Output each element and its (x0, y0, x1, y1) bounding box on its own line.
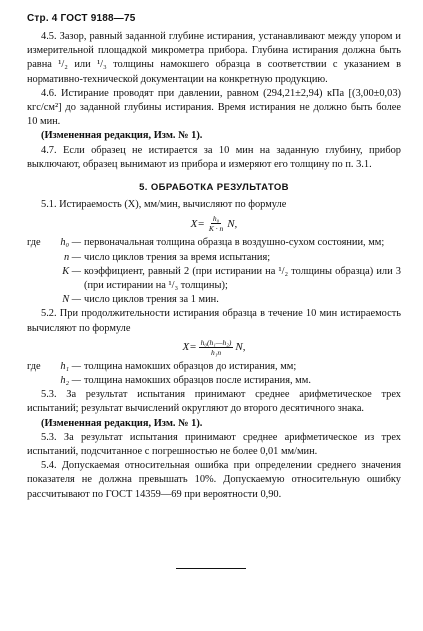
legend-description: число циклов трения за время испытания; (84, 251, 271, 263)
paragraph-5-2: 5.2. При продолжительности истирания образца в течение 10 мин истираемость вычисляют по формуле (27, 308, 401, 334)
legend-symbol: h₂ — (60, 375, 81, 387)
legend-lead (27, 374, 47, 388)
legend-row (27, 374, 401, 388)
legend-row (27, 293, 401, 307)
formula-1-legend (27, 236, 401, 307)
closing-divider (176, 568, 246, 569)
paragraph-5-1: 5.1. Истираемость (X), мм/мин, вычисляют по формуле (41, 199, 287, 211)
paragraph-4-6: 4.6. Истирание проводят при давлении, равном (294,21±2,94) кПа [(3,00±0,03) кгс/см²] до заданной глубины истирания. Время истирания не должно быть более 10 мин. (27, 87, 401, 128)
legend-description: коэффициент, равный 2 (при истирании на ¹/₂ толщины образца) или 3 (при истирании на ¹/₃ толщины); (84, 265, 401, 292)
legend-row (27, 251, 401, 265)
formula-1-numerator: h₀ (212, 214, 220, 224)
formula-1-fraction (207, 214, 225, 233)
formula-1-denominator: K · n (208, 224, 224, 234)
formula-2-denominator: h₁n (210, 347, 222, 357)
formula-2-fraction (199, 338, 234, 357)
legend-description: число циклов трения за 1 мин. (84, 294, 219, 306)
paragraph-5-3: 5.3. За результат испытания принимают среднее арифметическое из трех испытаний, подсчитанное с погрешностью не более 0,01 мм/мин. (27, 431, 401, 458)
legend-symbol: h₀ — (60, 237, 81, 249)
formula-1 (27, 214, 401, 233)
legend-lead (27, 265, 47, 293)
legend-row (27, 265, 401, 293)
formula-2-lhs: X= (182, 341, 197, 354)
legend-row (27, 360, 401, 374)
legend-lead (27, 251, 47, 265)
formula-2-numerator: h₀(h₁—h₂) (200, 337, 232, 347)
page-header: Стр. 4 ГОСТ 9188—75 (27, 13, 136, 24)
legend-symbol: h₁ — (60, 360, 81, 372)
section-title: 5. ОБРАБОТКА РЕЗУЛЬТАТОВ (139, 182, 289, 194)
legend-description: толщина намокших образцов после истирания, мм. (84, 375, 311, 387)
paragraph-4-5: 4.5. Зазор, равный заданной глубине истирания, устанавливают между упором и измерительной площадкой микрометра прибора. Глубина истирания должна быть равна ¹/₂ или ¹/₃ толщины намокшего образца в соответствии с указанием в нормативно-технической документации на конкретную продукцию. (27, 31, 401, 85)
legend-symbol: K — (62, 265, 81, 277)
formula-2-legend (27, 360, 401, 388)
formula-1-rhs: N, (227, 217, 238, 230)
legend-symbol: N — (62, 294, 81, 306)
amendment-note-2: (Измененная редакция, Изм. № 1). (41, 417, 203, 429)
legend-lead (27, 293, 47, 307)
legend-symbol: n — (63, 251, 81, 263)
legend-description: первоначальная толщина образца в воздушно-сухом состоянии, мм; (84, 237, 385, 249)
formula-1-lhs: X= (190, 217, 205, 230)
formula-2-rhs: N, (235, 341, 246, 354)
formula-2 (27, 338, 401, 357)
paragraph-5-4: 5.4. Допускаемая относительная ошибка при определении среднего значения показателя не должна превышать 10%. Допускаемую относительную ошибку рассчитывают по ГОСТ 14359—69 при вероятности 0,90. (27, 460, 401, 500)
legend-lead: где (27, 237, 41, 249)
legend-description: толщина намокших образцов до истирания, мм; (84, 360, 297, 372)
legend-row (27, 236, 401, 250)
page-content (27, 30, 401, 502)
amendment-note-1: (Измененная редакция, Изм. № 1). (41, 130, 203, 142)
paragraph-4-7: 4.7. Если образец не истирается за 10 мин на заданную глубину, прибор выключают, образец вынимают из прибора и измеряют его толщину по п. 3.1. (27, 144, 401, 170)
paragraph-5-3-old: 5.3. За результат испытания принимают среднее арифметическое трех испытаний; результат вычислений округляют до второго десятичного знака. (27, 389, 401, 415)
legend-lead: где (27, 360, 41, 372)
